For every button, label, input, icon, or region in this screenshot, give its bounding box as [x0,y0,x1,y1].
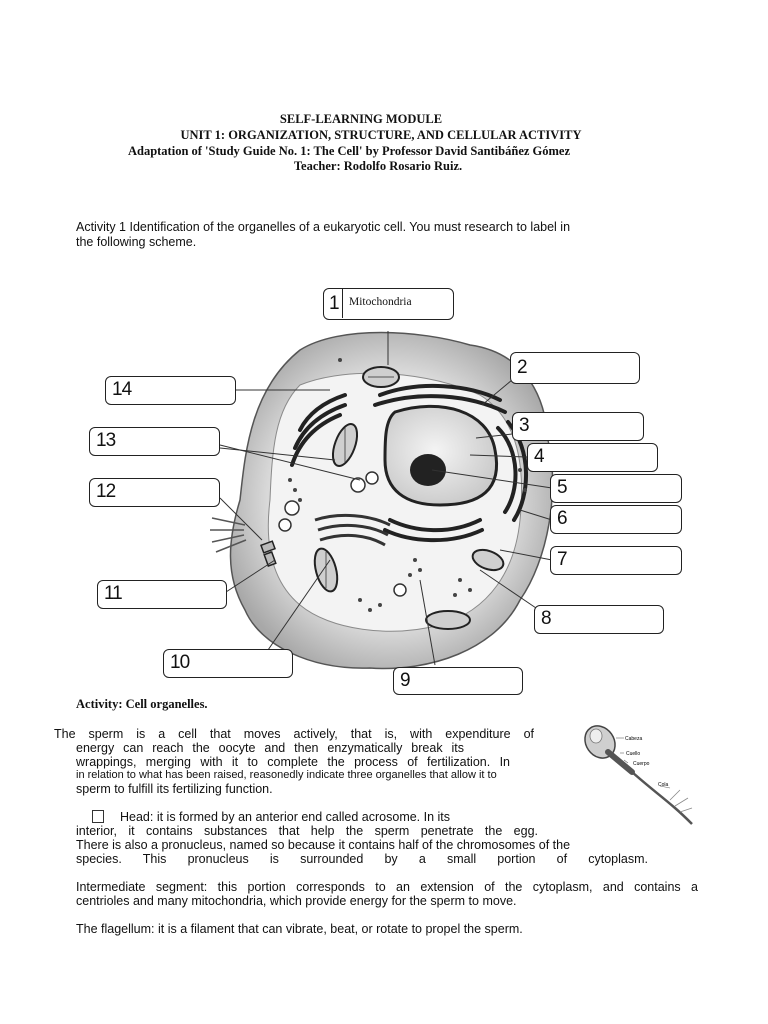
teacher-name: Teacher: Rodolfo Rosario Ruiz. [293,159,463,173]
label-box-7[interactable]: 7 [550,546,682,575]
intermediate-paragraph-line1: Intermediate segment: this portion corresponds to an extension of the cytoplasm, and contains a [76,880,698,894]
sperm-diagram [580,720,705,830]
head-paragraph-line4: species. This pronucleus is surrounded by a small portion of cytoplasm. [76,852,648,866]
sperm-label-tail: Cola [658,782,669,788]
label-box-5[interactable]: 5 [550,474,682,503]
label-box-10[interactable]: 10 [163,649,293,678]
head-paragraph-line1: Head: it is formed by an anterior end called acrosome. In its [120,810,451,824]
activity1-instruction-line2: the following scheme. [76,235,197,249]
label-box-3[interactable]: 3 [512,412,644,441]
activity1-instruction-line1: Activity 1 Identification of the organelles of a eukaryotic cell. You must research to label in [76,220,571,234]
flagellum-paragraph: The flagellum: it is a filament that can vibrate, beat, or rotate to propel the sperm. [76,922,523,936]
sperm-paragraph-line2: energy can reach the oocyte and then enzymatically break its [76,741,464,755]
nucleolus [410,454,446,486]
activity2-title: Activity: Cell organelles. [76,697,208,711]
label-box-11[interactable]: 11 [97,580,227,609]
label-box-14[interactable]: 14 [105,376,236,405]
sperm-paragraph-line3: wrappings, merging with it to complete the process of fertilization. In [76,755,510,769]
adaptation-credit: Adaptation of 'Study Guide No. 1: The Cell' by Professor David Santibáñez Gómez [127,144,571,158]
sperm-label-head: Cabeza [625,736,643,742]
label-box-8[interactable]: 8 [534,605,664,634]
sperm-label-body: Cuerpo [633,761,650,767]
label-answer-1[interactable]: Mitochondria [342,289,451,318]
label-box-12[interactable]: 12 [89,478,220,507]
label-box-6[interactable]: 6 [550,505,682,534]
module-title: SELF-LEARNING MODULE [279,112,443,126]
sperm-paragraph-line5: sperm to fulfill its fertilizing function. [76,782,273,796]
label-box-9[interactable]: 9 [393,667,523,695]
bullet-glyph [92,810,104,823]
head-paragraph-line3: There is also a pronucleus, named so because it contains half of the chromosomes of the [76,838,571,852]
intermediate-paragraph-line2: centrioles and many mitochondria, which provide energy for the sperm to move. [76,894,517,908]
sperm-label-neck: Cuello [626,751,641,757]
label-box-2[interactable]: 2 [510,352,640,384]
label-box-1[interactable]: 1 Mitochondria [323,288,454,320]
sperm-paragraph-line4: in relation to what has been raised, reasonedly indicate three organelles that allow it to [76,769,497,781]
sperm-paragraph-line1: The sperm is a cell that moves actively, that is, with expenditure of [54,727,534,741]
unit-title: UNIT 1: ORGANIZATION, STRUCTURE, AND CELLULAR ACTIVITY [180,128,582,142]
head-paragraph-line2: interior, it contains substances that help the sperm penetrate the egg. [76,824,538,838]
label-box-13[interactable]: 13 [89,427,220,456]
label-box-4[interactable]: 4 [527,443,658,472]
